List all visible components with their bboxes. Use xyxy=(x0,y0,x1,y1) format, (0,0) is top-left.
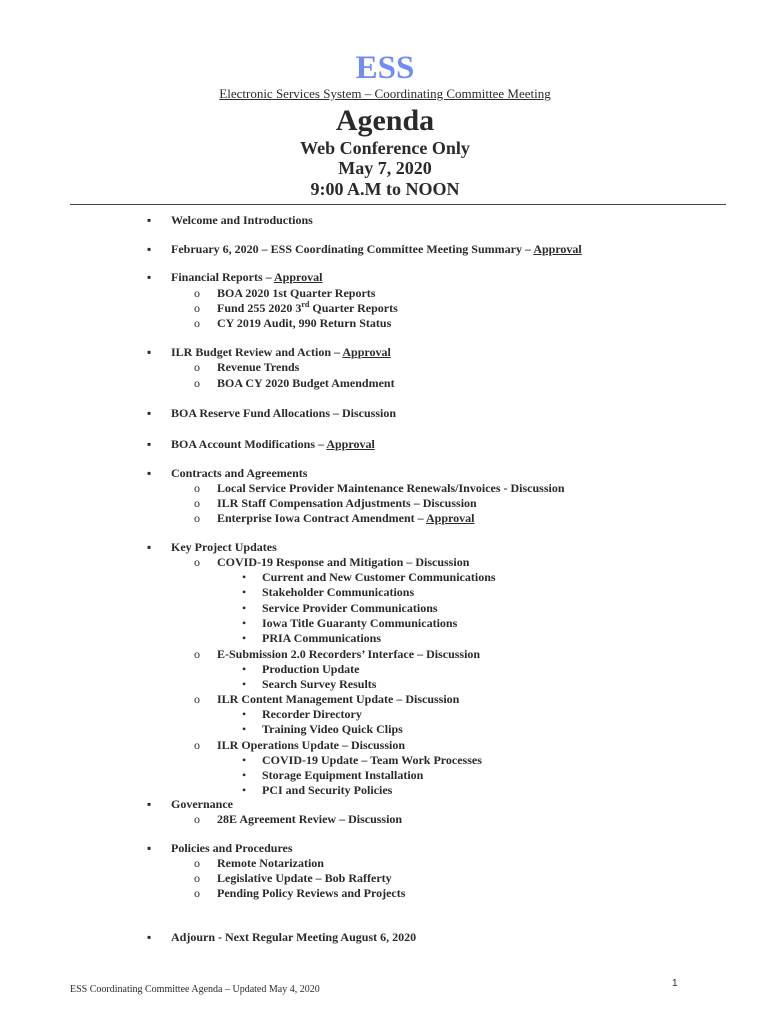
square-bullet-icon: ▪ xyxy=(147,437,152,451)
covid-subitem: PRIA Communications xyxy=(262,631,382,645)
dot-bullet-icon: • xyxy=(242,631,247,645)
square-bullet-icon: ▪ xyxy=(147,213,152,227)
policies-subitem: Remote Notarization xyxy=(217,856,324,870)
agenda-item-reserve: BOA Reserve Fund Allocations – Discussion xyxy=(171,406,397,420)
project-esubmission: E-Submission 2.0 Recorders’ Interface – Discussion xyxy=(217,647,481,661)
esub-subitem: Search Survey Results xyxy=(262,677,377,691)
square-bullet-icon: ▪ xyxy=(147,797,152,811)
circle-bullet-icon: o xyxy=(194,376,200,390)
dot-bullet-icon: • xyxy=(242,570,247,584)
contracts-subitem: Local Service Provider Maintenance Renewals/Invoices - Discussion xyxy=(217,481,565,495)
circle-bullet-icon: o xyxy=(194,511,200,525)
circle-bullet-icon: o xyxy=(194,481,200,495)
fund-superscript: rd xyxy=(301,300,310,309)
circle-bullet-icon: o xyxy=(194,286,200,300)
square-bullet-icon: ▪ xyxy=(147,540,152,554)
dot-bullet-icon: • xyxy=(242,753,247,767)
ops-subitem: PCI and Security Policies xyxy=(262,783,393,797)
dot-bullet-icon: • xyxy=(242,783,247,797)
content-subitem: Training Video Quick Clips xyxy=(262,722,403,736)
policies-subitem: Legislative Update – Bob Rafferty xyxy=(217,871,392,885)
financial-subitem xyxy=(217,301,398,315)
financial-text: Financial Reports – xyxy=(171,270,275,284)
covid-subitem: Current and New Customer Communications xyxy=(262,570,496,584)
square-bullet-icon: ▪ xyxy=(147,841,152,855)
meeting-format: Web Conference Only xyxy=(300,138,470,158)
agenda-item-financial xyxy=(171,270,322,284)
financial-subitem: BOA 2020 1st Quarter Reports xyxy=(217,286,376,300)
dot-bullet-icon: • xyxy=(242,585,247,599)
covid-subitem: Iowa Title Guaranty Communications xyxy=(262,616,458,630)
circle-bullet-icon: o xyxy=(194,871,200,885)
project-covid: COVID-19 Response and Mitigation – Discussion xyxy=(217,555,470,569)
square-bullet-icon: ▪ xyxy=(147,466,152,480)
square-bullet-icon: ▪ xyxy=(147,930,152,944)
agenda-item-modifications xyxy=(171,437,375,451)
circle-bullet-icon: o xyxy=(194,812,200,826)
ops-subitem: COVID-19 Update – Team Work Processes xyxy=(262,753,482,767)
financial-subitem: CY 2019 Audit, 990 Return Status xyxy=(217,316,392,330)
square-bullet-icon: ▪ xyxy=(147,242,152,256)
policies-subitem: Pending Policy Reviews and Projects xyxy=(217,886,406,900)
fund-text: Fund 255 2020 3 xyxy=(217,301,302,315)
circle-bullet-icon: o xyxy=(194,647,200,661)
dot-bullet-icon: • xyxy=(242,722,247,736)
meeting-time: 9:00 A.M to NOON xyxy=(310,179,460,199)
circle-bullet-icon: o xyxy=(194,692,200,706)
subtitle-text: Electronic Services System – Coordinating Committee Meeting xyxy=(219,86,551,101)
dot-bullet-icon: • xyxy=(242,616,247,630)
circle-bullet-icon: o xyxy=(194,496,200,510)
dot-bullet-icon: • xyxy=(242,601,247,615)
agenda-item-summary xyxy=(171,242,582,256)
ilr-budget-text: ILR Budget Review and Action – xyxy=(171,345,343,359)
agenda-item-governance: Governance xyxy=(171,797,233,811)
circle-bullet-icon: o xyxy=(194,738,200,752)
agenda-item-welcome: Welcome and Introductions xyxy=(171,213,313,227)
circle-bullet-icon: o xyxy=(194,886,200,900)
square-bullet-icon: ▪ xyxy=(147,406,152,420)
summary-text: February 6, 2020 – ESS Coordinating Committee Meeting Summary – xyxy=(171,242,534,256)
contracts-subitem xyxy=(217,511,474,525)
esub-subitem: Production Update xyxy=(262,662,360,676)
page-title: Agenda xyxy=(335,104,435,137)
agenda-item-ilr-budget xyxy=(171,345,391,359)
dot-bullet-icon: • xyxy=(242,707,247,721)
agenda-item-projects: Key Project Updates xyxy=(171,540,277,554)
ilr-budget-subitem: Revenue Trends xyxy=(217,360,300,374)
covid-subitem: Service Provider Communications xyxy=(262,601,438,615)
circle-bullet-icon: o xyxy=(194,301,200,315)
square-bullet-icon: ▪ xyxy=(147,270,152,284)
financial-action: Approval xyxy=(274,270,323,284)
dot-bullet-icon: • xyxy=(242,768,247,782)
meeting-date: May 7, 2020 xyxy=(338,158,432,178)
dot-bullet-icon: • xyxy=(242,677,247,691)
ops-subitem: Storage Equipment Installation xyxy=(262,768,424,782)
agenda-item-adjourn: Adjourn - Next Regular Meeting August 6, 2020 xyxy=(171,930,417,944)
ilr-budget-subitem: BOA CY 2020 Budget Amendment xyxy=(217,376,395,390)
contract-amendment-text: Enterprise Iowa Contract Amendment – xyxy=(217,511,426,525)
contracts-subitem: ILR Staff Compensation Adjustments – Discussion xyxy=(217,496,477,510)
covid-subitem: Stakeholder Communications xyxy=(262,585,415,599)
circle-bullet-icon: o xyxy=(194,555,200,569)
page-number: 1 xyxy=(672,978,678,989)
contract-amendment-action: Approval xyxy=(425,511,475,525)
project-operations: ILR Operations Update – Discussion xyxy=(217,738,406,752)
document-acronym: ESS xyxy=(355,50,415,86)
agenda-item-contracts: Contracts and Agreements xyxy=(171,466,308,480)
modifications-action: Approval xyxy=(326,437,375,451)
square-bullet-icon: ▪ xyxy=(147,345,152,359)
content-subitem: Recorder Directory xyxy=(262,707,362,721)
agenda-item-policies: Policies and Procedures xyxy=(171,841,293,855)
circle-bullet-icon: o xyxy=(194,360,200,374)
modifications-text: BOA Account Modifications – xyxy=(171,437,327,451)
dot-bullet-icon: • xyxy=(242,662,247,676)
circle-bullet-icon: o xyxy=(194,856,200,870)
circle-bullet-icon: o xyxy=(194,316,200,330)
fund-text-end: Quarter Reports xyxy=(309,301,398,315)
project-content: ILR Content Management Update – Discussion xyxy=(217,692,460,706)
document-subtitle xyxy=(0,86,770,102)
header-divider xyxy=(70,204,726,205)
summary-action: Approval xyxy=(533,242,582,256)
ilr-budget-action: Approval xyxy=(342,345,391,359)
governance-subitem: 28E Agreement Review – Discussion xyxy=(217,812,403,826)
page-footer: ESS Coordinating Committee Agenda – Updated May 4, 2020 xyxy=(70,984,320,995)
